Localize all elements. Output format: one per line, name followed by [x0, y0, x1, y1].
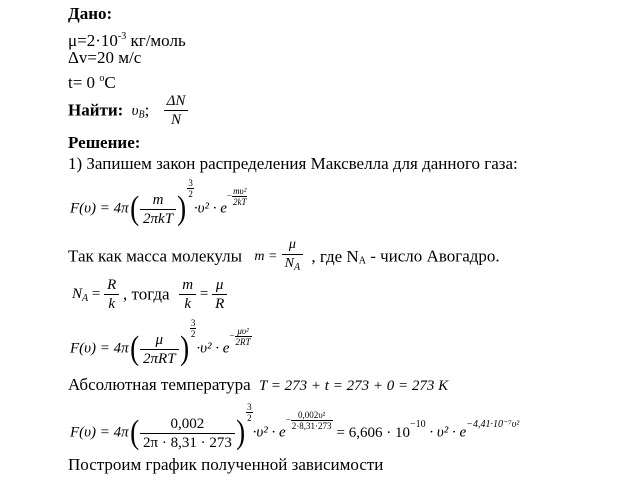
given-t: t= 0 $^o$C — [68, 73, 116, 92]
maxwell-formula-1: F(υ) = 4π( $\frac{m}{\text{2πkT}}$ ) $\frac{3}{2}$ ·υ² · e− $\frac{\text{mυ²}}{2kT}$ — [70, 178, 247, 228]
mass-line: Так как масса молекулы m = $\frac{\mu}{N_A}$ , где $N_A$ - число Авогадро. — [68, 237, 500, 273]
maxwell-formula-2: F(υ) = 4π( $\frac{\mu}{\text{2πRT}}$ ) $\frac{3}{2}$ ·υ² · e− $\frac{\text{μυ²}}{2RT}$ — [70, 318, 251, 368]
find-line: Найти: $\upsilon_В$; $\frac{\Delta N}{N}$ — [68, 92, 188, 129]
abs-temp-line: Абсолютная температура T = 273 + t = 273 + 0 = 273 K — [68, 375, 449, 394]
plot-text: Построим график полученной зависимости — [68, 455, 384, 474]
given-mu: $\mu=2\cdot 10^{-3}$ кг/моль — [68, 31, 186, 50]
given-dv: Δv=20 м/с — [68, 48, 142, 67]
step1-text: 1) Запишем закон распределения Максвелла для данного газа: — [68, 154, 518, 173]
maxwell-formula-3: F(υ) = 4π( $\frac{0,002}{2\pi \cdot 8,31 \cdot 273}$ ) $\frac{3}{2}$ ·υ² · e− $\frac{\text{0,002υ²}}{2\cdot 8,31\cdot 273}$ = 6,606 · 10−10 · υ² · e−4,41·10⁻⁷υ² — [70, 402, 520, 452]
given-header: Дано: — [68, 4, 113, 23]
find-fraction: $\frac{\Delta N}{N}$ — [164, 92, 189, 129]
na-formula: $N_A$ = $\frac{R}{k}$ , тогда $\frac{m}{k}$ = $\frac{\mu}{R}$ — [72, 276, 227, 313]
solution-header: Решение: — [68, 133, 141, 152]
